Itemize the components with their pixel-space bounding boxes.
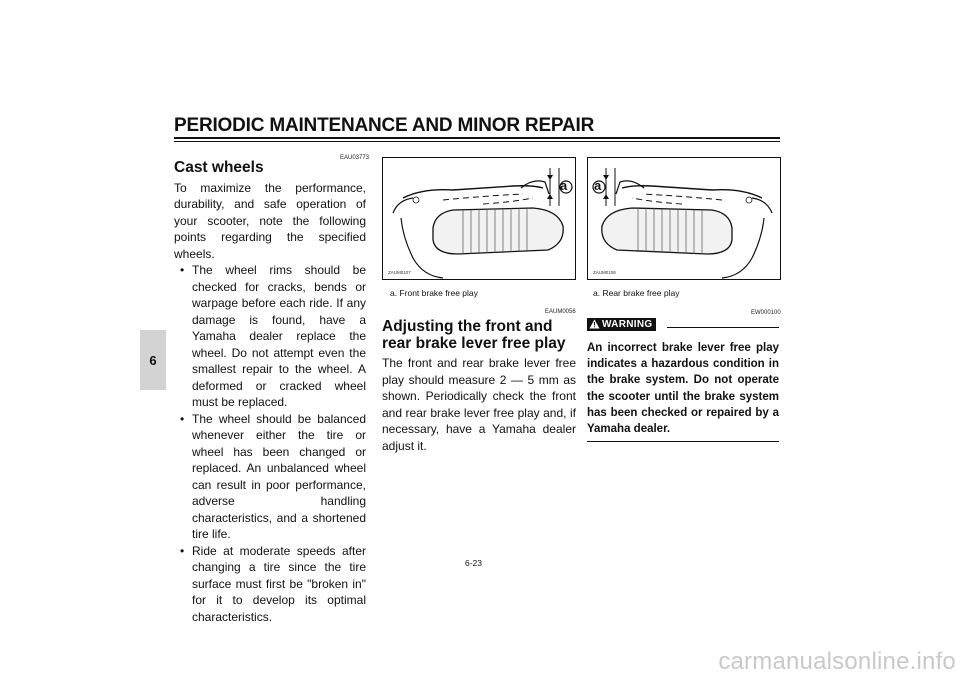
section-heading-brake-free-play: Adjusting the front and rear brake lever free play <box>382 318 566 352</box>
brake-free-play-body: The front and rear brake lever free play should measure 2 — 5 mm as shown. Periodically check the front and rear brake lever free play and, if necessary, have a Yamaha dealer adjust it. <box>382 356 576 453</box>
front-brake-figure <box>382 157 576 280</box>
figure-label-a: a <box>594 178 602 193</box>
warning-label: WARNING <box>602 318 653 330</box>
cast-wheels-bullets <box>174 262 366 625</box>
brake-free-play-section <box>382 318 576 454</box>
figure-code: ZAUM0107 <box>388 270 411 275</box>
section-code-cast-wheels: EAU03773 <box>340 155 370 161</box>
header-rule-thin <box>174 141 780 142</box>
figure-code: ZAUM0108 <box>593 270 616 275</box>
header-rule <box>174 137 780 139</box>
chapter-tab: 6 <box>140 330 166 390</box>
warning-header-rule <box>667 327 779 328</box>
figure-caption-front: a. Front brake free play <box>390 288 478 298</box>
page-title: PERIODIC MAINTENANCE AND MINOR REPAIR <box>174 115 595 136</box>
handlebar-illustration-front <box>383 158 576 280</box>
figure-caption-rear: a. Rear brake free play <box>593 288 680 298</box>
cast-wheels-section <box>174 160 366 625</box>
figure-label-a: a <box>560 178 568 193</box>
list-item: • The wheel should be balanced whenever either the tire or wheel has been changed or replaced. An unbalanced wheel can result in poor performance, adverse handling characteristics, and a shortened tire life. <box>174 411 366 543</box>
list-item: • The wheel rims should be checked for cracks, bends or warpage before each ride. If any damage is found, have a Yamaha dealer replace the wheel. Do not attempt even the smallest repair to the wheel. A deformed or cracked wheel must be replaced. <box>174 262 366 411</box>
warning-bottom-rule <box>587 441 779 442</box>
warning-badge <box>587 318 656 331</box>
warning-icon <box>589 319 600 329</box>
warning-text: An incorrect brake lever free play indicates a hazardous condition in the brake system. Do not operate the scooter until the brake system has been checked or repaired by a Yamaha dealer. <box>587 342 779 436</box>
rear-brake-figure <box>587 157 781 280</box>
section-code-brake-free-play: EAUM0056 <box>545 309 576 315</box>
warning-box <box>587 316 779 442</box>
warning-code: EW000100 <box>751 310 781 316</box>
handlebar-illustration-rear <box>588 158 781 280</box>
page-number: 6-23 <box>465 558 483 568</box>
cast-wheels-intro: To maximize the performance, durability, and safe operation of your scooter, note the following points regarding the specified wheels. <box>174 180 366 261</box>
list-item: • Ride at moderate speeds after changing a tire since the tire surface must first be "broken in" for it to develop its optimal characteristics. <box>174 543 366 626</box>
watermark: carmanualsonline.info <box>718 648 956 675</box>
section-heading-cast-wheels: Cast wheels <box>174 159 264 176</box>
